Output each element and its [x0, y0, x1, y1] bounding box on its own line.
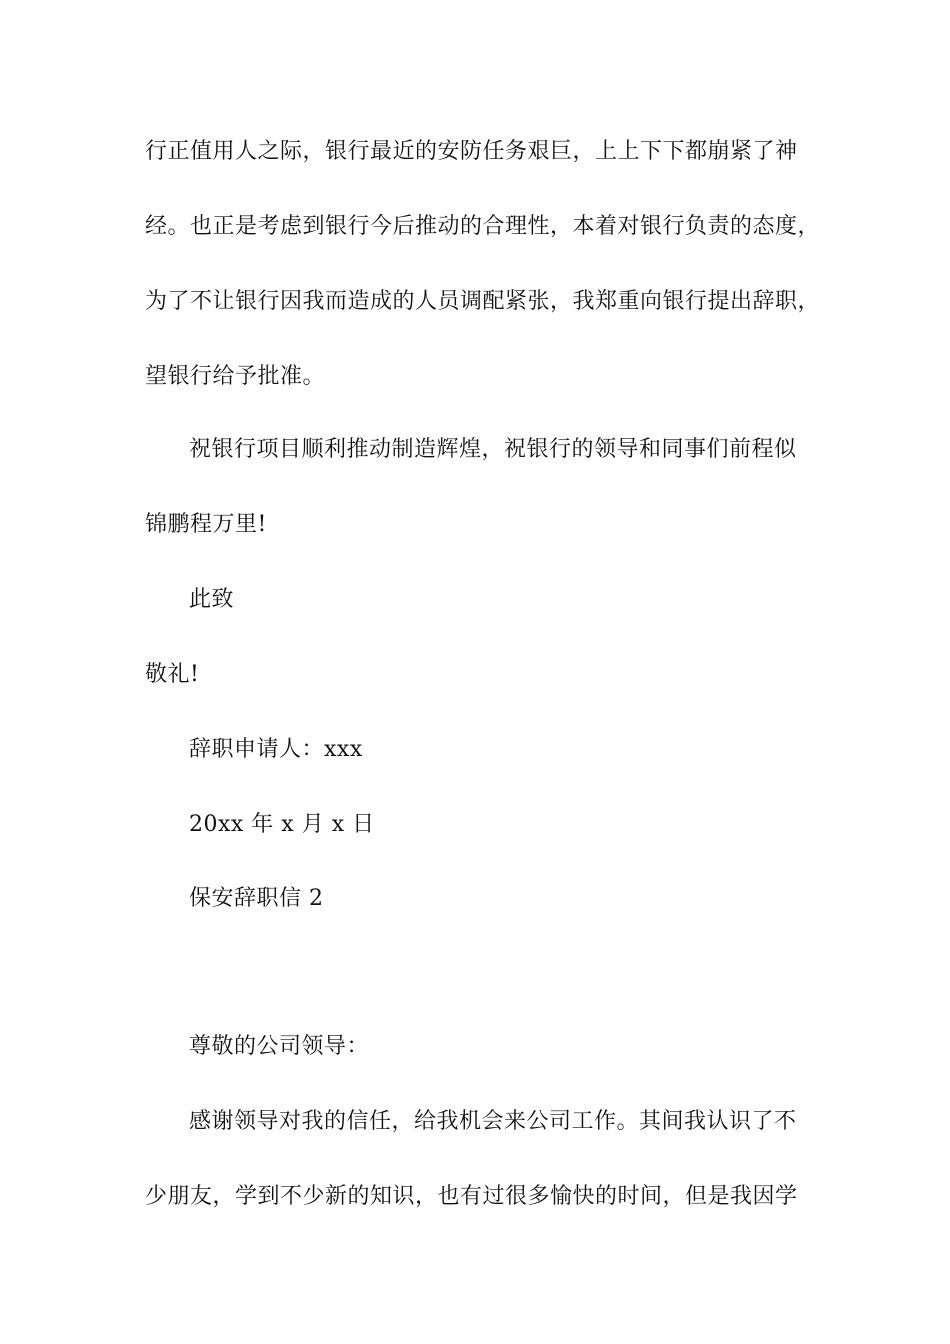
- closing-salutation: 此致: [189, 587, 235, 612]
- paragraph-line: 行正值用人之际，银行最近的安防任务艰巨，上上下下都崩紧了神: [145, 139, 798, 164]
- section-title: 保安辞职信 2: [189, 886, 324, 911]
- paragraph-line: 感谢领导对我的信任，给我机会来公司工作。其间我认识了不: [189, 1109, 797, 1134]
- paragraph-line: 经。也正是考虑到银行今后推动的合理性，本着对银行负责的态度，: [145, 214, 821, 239]
- closing-regards: 敬礼!: [145, 662, 200, 687]
- letter-greeting: 尊敬的公司领导：: [189, 1034, 370, 1059]
- paragraph-line: 祝银行项目顺利推动制造辉煌，祝银行的领导和同事们前程似: [189, 437, 797, 462]
- paragraph-line: 锦鹏程万里!: [145, 512, 267, 537]
- paragraph-line: 为了不让银行因我而造成的人员调配紧张，我郑重向银行提出辞职，: [145, 289, 821, 314]
- paragraph-line: 望银行给予批准。: [145, 364, 326, 389]
- applicant-signature: 辞职申请人：xxx: [189, 737, 363, 762]
- letter-date: 20xx 年 x 月 x 日: [189, 812, 375, 837]
- paragraph-line: 少朋友，学到不少新的知识，也有过很多愉快的时间，但是我因学: [145, 1184, 798, 1209]
